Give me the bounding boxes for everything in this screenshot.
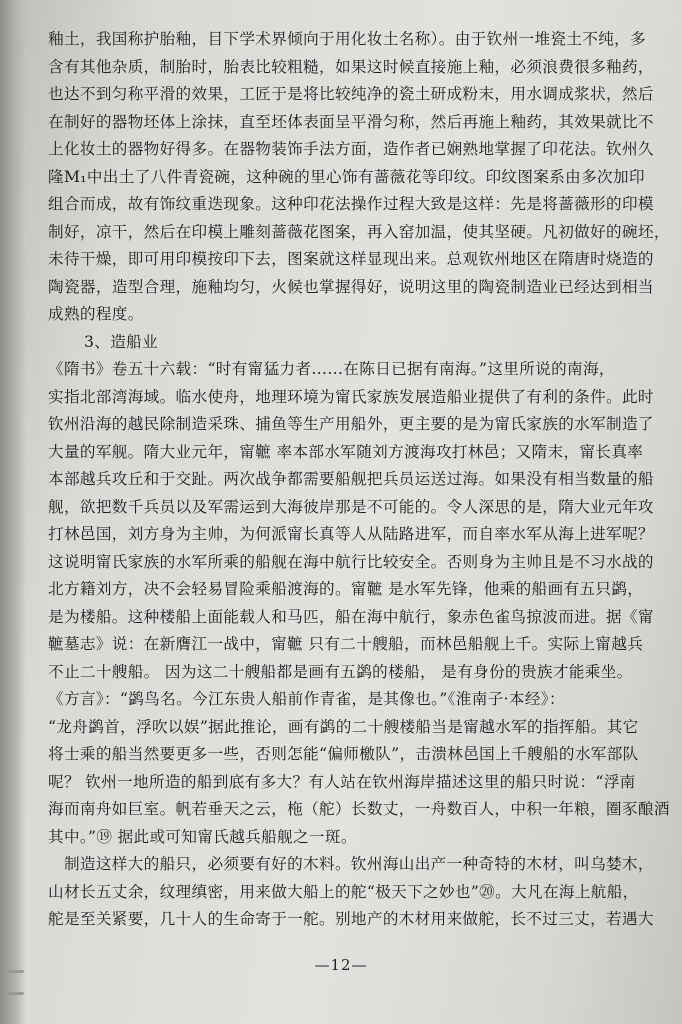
text-line: 《隋书》卷五十六载：“时有甯猛力者……在陈日已据有南海。”这里所说的南海， [48, 360, 615, 378]
section-heading: 3、造船业 [84, 332, 159, 351]
text-line: “龙舟鹢首，浮吹以娱”据此推论，画有鹢的二十艘楼船当是甯越水军的指挥船。其它 [48, 717, 639, 736]
text-line: 大量的军舰。隋大业元年，甯䩾 率本部水军随刘方渡海攻打林邑；又隋末，甯长真率 [48, 442, 644, 461]
text-line: 在制好的器物坯体上涂抹，直至坯体表面呈平滑匀称，然后再施上釉药，其效果就比不 [48, 112, 654, 131]
text-line: 打林邑国，刘方身为主帅，为何派甯长真等人从陆路进军，而自率水军从海上进军呢？ [48, 525, 654, 543]
body-text [48, 26, 672, 934]
text-line: 海而南舟如巨室。帆若垂天之云，柂（舵）长数丈，一舟数百人，中积一年粮，圈豕酿酒 [48, 800, 670, 818]
paragraph-ceramics [48, 26, 672, 329]
text-line: 成熟的程度。 [48, 305, 144, 323]
text-line: 舵是至关紧要，几十人的生命寄于一舵。别地产的木材用来做舵，长不过三丈，若遇大 [48, 910, 654, 928]
text-line: 山材长五丈余，纹理缜密，用来做大船上的舵“极天下之妙也”⑳。大凡在海上航船， [48, 882, 639, 901]
text-line: 陶瓷器，造型合理，施釉均匀，火候也掌握得好，说明这里的陶瓷制造业已经达到相当 [48, 277, 654, 296]
page-binding-edge [0, 0, 26, 1024]
text-line: 将士乘的船当然要更多一些，否则怎能“偏师檄队”，击溃林邑国上千艘船的水军部队 [48, 745, 639, 763]
text-line: 䩾墓志》说：在新膺江一战中，甯䩾 只有二十艘船，而林邑船舰上千。实际上甯越兵 [48, 635, 644, 653]
text-line: 实指北部湾海域。临水使舟，地理环境为甯氏家族发展造船业提供了有利的条件。此时 [48, 387, 654, 406]
text-line: 组合而成，故有饰纹重迭现象。这种印花法操作过程大致是这样：先是将蔷薇形的印模 [48, 195, 654, 213]
text-line: 这说明甯氏家族的水军所乘的船舰在海中航行比较安全。否则身为主帅且是不习水战的 [48, 552, 654, 571]
text-line: 制造这样大的船只，必须要有好的木料。钦州海山出产一种奇特的木材，叫乌婪木， [48, 855, 654, 873]
text-line: 隆M₁中出土了八件青瓷碗，这种碗的里心饰有蔷薇花等印纹。印纹图案系由多次加印 [48, 167, 645, 186]
text-line: 未待干燥，即可用印模按印下去，图案就这样显现出来。总观钦州地区在隋唐时烧造的 [48, 250, 654, 268]
staple-mark [6, 992, 24, 995]
text-line: 北方籍刘方，决不会轻易冒险乘船渡海的。甯䩾 是水军先锋，他乘的船画有五只鹢， [48, 580, 644, 598]
text-line: 呢？ 钦州一地所造的船到底有多大？有人站在钦州海岸描述这里的船只时说：“浮南 [48, 772, 636, 791]
text-line: 钦州沿海的越民除制造采珠、捕鱼等生产用船外，更主要的是为甯氏家族的水军制造了 [48, 415, 654, 433]
text-line: 《方言》：“鹢鸟名。今江东贵人船前作青雀，是其像也。”《淮南子·本经》： [48, 690, 565, 708]
page-number: —12— [314, 956, 368, 974]
text-line: 也达不到匀称平滑的效果，工匠于是将比较纯净的瓷土研成粉末，用水调成浆状，然后 [48, 85, 654, 103]
paragraph-shipbuilding [48, 356, 672, 934]
text-line: 釉土，我国称护胎釉，目下学术界倾向于用化妆土名称）。由于钦州一堆瓷土不纯，多 [48, 30, 647, 48]
text-line: 舰，欲把数千兵员以及军需运到大海彼岸那是不可能的。令人深思的是，隋大业元年攻 [48, 497, 654, 516]
text-line: 上化妆土的器物好得多。在器物装饰手法方面，造作者已娴熟地掌握了印花法。钦州久 [48, 140, 654, 158]
text-line: 含有其他杂质，制胎时，胎表比较粗糙，如果这时候直接施上釉，必须浪费很多釉药， [48, 57, 654, 76]
text-line: 是为楼船。这种楼船上面能载人和马匹，船在海中航行，象赤色雀鸟掠波而进。据《甯 [48, 607, 654, 626]
text-line: 不止二十艘船。 因为这二十艘船都是画有五鹢的楼船， 是有身份的贵族才能乘坐。 [48, 662, 633, 681]
text-line: 其中。”⑲ 据此或可知甯氏越兵船舰之一斑。 [48, 827, 357, 846]
text-line: 制好，凉干，然后在印模上雕刻蔷薇花图案，再入窑加温，使其坚硬。凡初做好的碗坯， [48, 222, 670, 241]
text-line: 本部越兵攻丘和于交趾。两次战争都需要船舰把兵员运送过海。如果没有相当数量的船 [48, 470, 654, 488]
